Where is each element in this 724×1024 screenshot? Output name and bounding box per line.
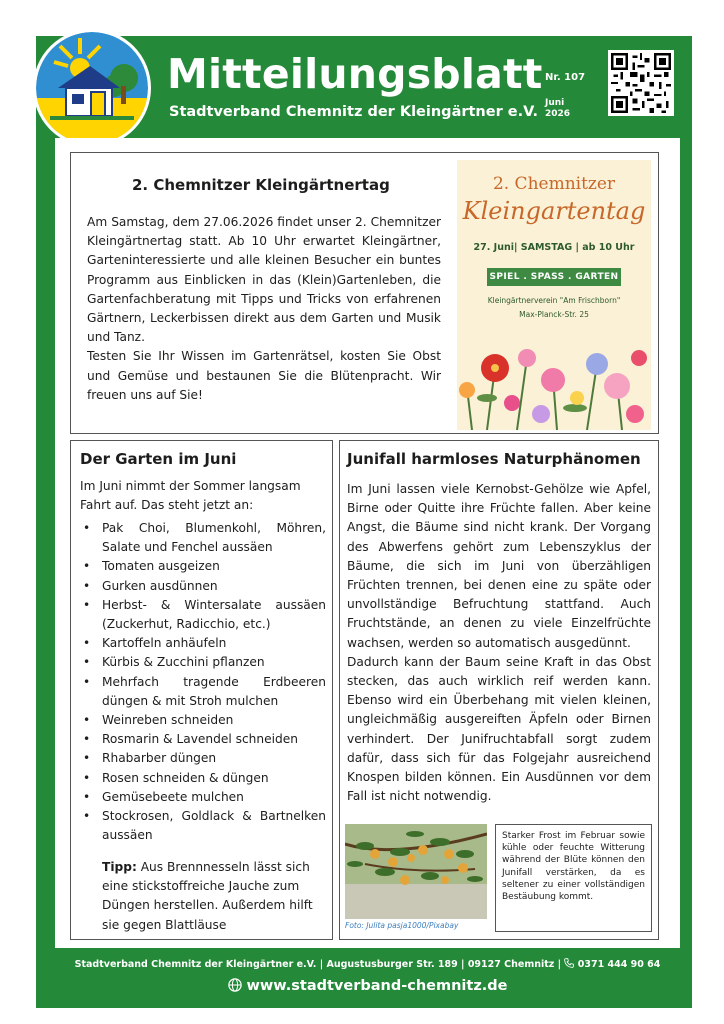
globe-icon <box>228 978 242 996</box>
flowers-illustration <box>457 328 651 430</box>
event-paragraph: Am Samstag, dem 27.06.2026 findet unser 2. Chemnitzer Kleingärtnertag statt. Ab 10 Uhr erwartet Kleingärtner, Garteninteressierte und alle kleinen Besucher ein buntes Programm aus Einblicken in das (Klein)Gartenleben, die Gartenfachberatung mit Tipps und Tricks von erfahrenen Gärtnern, Leckerbissen direkt aus dem Garten und Musik und Tanz. <box>87 215 441 345</box>
poster-date: 27. Juni| SAMSTAG | ab 10 Uhr <box>473 242 635 253</box>
garden-task-list <box>80 519 326 845</box>
tip-text: Aus Brennnesseln lässt sich eine stickstoffreiche Jauche zum Düngen herstellen. Außerdem hilft sie gegen Blattläuse <box>102 860 313 932</box>
list-item: • Pak Choi, Blumenkohl, Möhren, Salate und Fenchel aussäen <box>80 519 326 557</box>
poster-address: Max-Planck-Str. 25 <box>519 310 589 319</box>
tip-label: Tipp: <box>102 860 137 874</box>
list-item: • Gurken ausdünnen <box>80 577 326 596</box>
fruit-tree-photo <box>345 824 487 919</box>
footer-street: Augustusburger Str. 189 <box>326 959 458 970</box>
junifall-paragraph: Dadurch kann der Baum seine Kraft in das Obst stecken, das auch wirklich reif werden kann. Ebenso wird ein Überbehang mit vielen kleinen, ungleichmäßig ausgereiften Äpfeln oder Birnen verhindert. Der Junifruchtabfall sorgt zudem dafür, dass sich für das Folgejahr ausreichend Knospen bilden können. Ein Ausdünnen vor dem Fall ist nicht notwendig. <box>347 654 651 804</box>
poster-line1: 2. Chemnitzer <box>492 174 616 194</box>
photo-caption: Foto: Julita pasja1000/Pixabay <box>345 921 459 930</box>
footer-separator: | <box>461 959 468 970</box>
list-item: • Mehrfach tragende Erdbeeren düngen & mit Stroh mulchen <box>80 673 326 711</box>
footer-city: 09127 Chemnitz <box>467 959 555 970</box>
issue-month: Juni <box>545 98 565 108</box>
poster-banner: SPIEL . SPASS . GARTEN <box>487 268 621 286</box>
footer-address <box>55 958 680 970</box>
event-paragraph: Testen Sie Ihr Wissen im Gartenrätsel, kosten Sie Obst und Gemüse und bestaunen Sie die Blütenpracht. Wir freuen uns auf Sie! <box>87 349 441 402</box>
list-item: • Kartoffeln anhäufeln <box>80 634 326 653</box>
garden-title: Der Garten im Juni <box>80 450 237 468</box>
junifall-paragraph: Im Juni lassen viele Kernobst-Gehölze wie Apfel, Birne oder Quitte ihre Früchte fallen. Aber keine Angst, die Bäume sind nicht krank. Der Vorgang des Abwerfens gehört zum Lebenszyklus der Bäume, die sich im Juni von überzähligen Früchten trennen, bei denen eine zu späte oder unvollständige Befruchtung stattfand. Auch Fruchtstände, an denen zu viele Einzelfrüchte wachsen, werden so automatisch ausgedünnt. <box>347 482 651 650</box>
frost-note: Starker Frost im Februar sowie kühle oder feuchte Witterung während der Blüte können den Junifall verstärken, da es seltener zu einer vollständigen Bestäubung kommt. <box>502 831 645 903</box>
garden-tip <box>102 858 326 935</box>
footer-separator: | <box>319 959 327 970</box>
list-item: • Rosmarin & Lavendel schneiden <box>80 730 326 749</box>
phone-icon <box>564 959 577 970</box>
poster-venue: Kleingärtnerverein "Am Frischborn" <box>487 296 621 305</box>
garden-intro: Im Juni nimmt der Sommer langsam Fahrt auf. Das steht jetzt an: <box>80 479 301 513</box>
event-poster <box>457 160 651 430</box>
list-item: • Rosen schneiden & düngen <box>80 769 326 788</box>
list-item: • Gemüsebeete mulchen <box>80 788 326 807</box>
footer-separator: | <box>557 959 565 970</box>
issue-number: Nr. 107 <box>545 72 586 83</box>
list-item: • Stockrosen, Goldlack & Bartnelken aussäen <box>80 807 326 845</box>
footer-website-link[interactable]: www.stadtverband-chemnitz.de <box>246 978 508 994</box>
footer-website-row <box>55 978 680 996</box>
newsletter-subtitle: Stadtverband Chemnitz der Kleingärtner e.V. <box>169 104 538 120</box>
poster-line2: Kleingartentag <box>462 197 646 225</box>
list-item: • Kürbis & Zucchini pflanzen <box>80 653 326 672</box>
garden-house-logo-icon <box>33 29 151 147</box>
list-item: • Rhabarber düngen <box>80 749 326 768</box>
footer-org: Stadtverband Chemnitz der Kleingärtner e.V. <box>74 959 317 970</box>
newsletter-title: Mitteilungsblatt <box>167 50 543 98</box>
qr-code-icon[interactable] <box>608 50 674 116</box>
footer-phone[interactable]: 0371 444 90 64 <box>577 959 661 970</box>
list-item: • Tomaten ausgeizen <box>80 557 326 576</box>
issue-year: 2026 <box>545 109 571 119</box>
junifall-text <box>347 480 651 806</box>
event-title: 2. Chemnitzer Kleingärtnertag <box>132 176 390 194</box>
junifall-title: Junifall harmloses Naturphänomen <box>347 450 641 468</box>
issue-date <box>545 98 585 120</box>
frost-note-box <box>495 824 652 932</box>
list-item: • Herbst- & Wintersalate aussäen (Zuckerhut, Radicchio, etc.) <box>80 596 326 634</box>
list-item: • Weinreben schneiden <box>80 711 326 730</box>
event-text <box>87 213 441 405</box>
